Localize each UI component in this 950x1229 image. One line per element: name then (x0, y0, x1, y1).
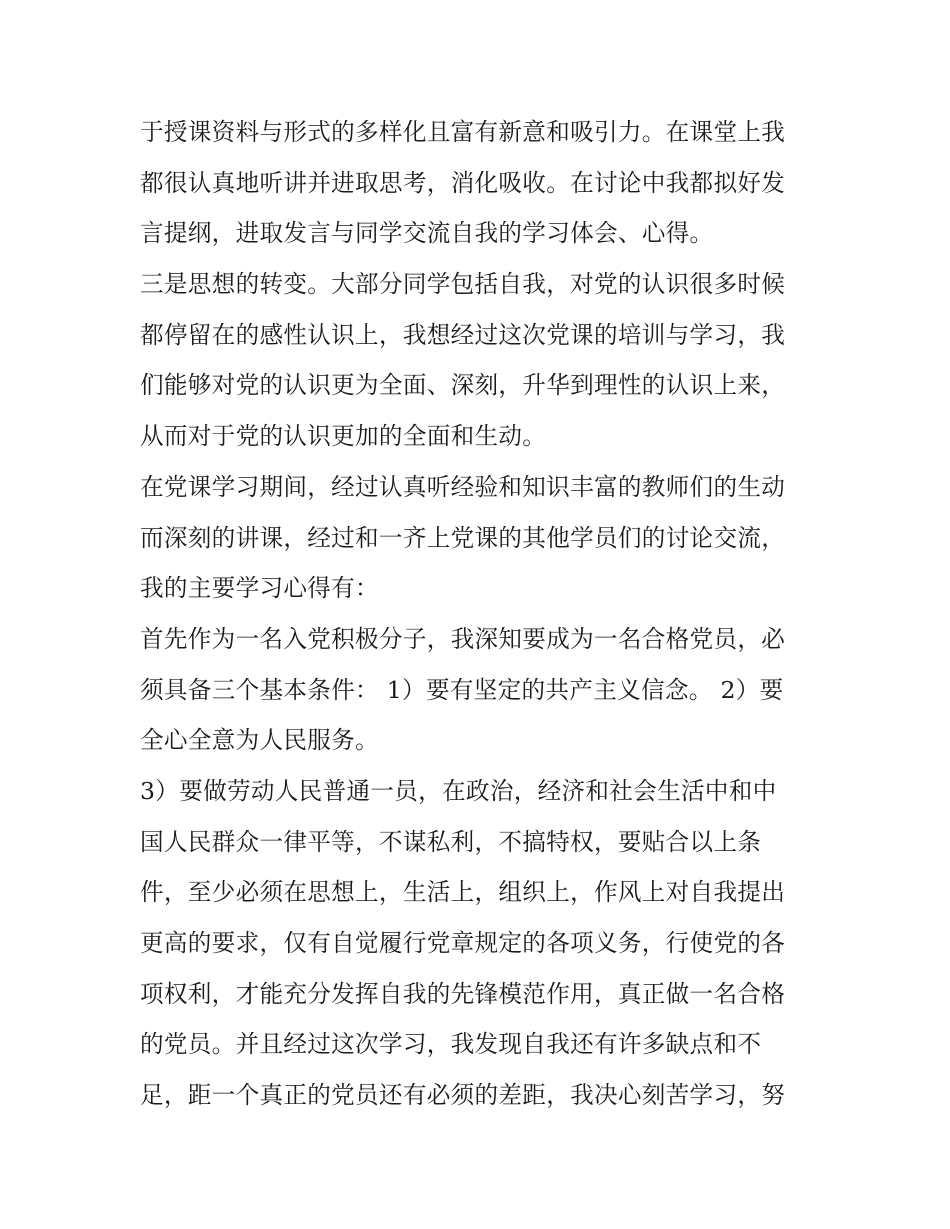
text-line: 全心全意为人民服务。 (140, 726, 379, 755)
text-line: 而深刻的讲课，经过和一齐上党课的其他学员们的讨论交流， (140, 523, 786, 552)
text-line: 足，距一个真正的党员还有必须的差距，我决心刻苦学习，努 (140, 1081, 786, 1110)
text-line: 须具备三个基本条件： 1）要有坚定的共产主义信念。 2）要 (140, 675, 784, 704)
document-body (140, 107, 812, 1121)
text-line: 们能够对党的认识更为全面、深刻，升华到理性的认识上来， (140, 371, 786, 400)
text-line: 我的主要学习心得有： (140, 574, 379, 603)
text-line: 项权利，才能充分发挥自我的先锋模范作用，真正做一名合格 (140, 979, 786, 1008)
text-line: 国人民群众一律平等，不谋私利，不搞特权，要贴合以上条 (140, 827, 762, 856)
text-line: 从而对于党的认识更加的全面和生动。 (140, 422, 547, 451)
text-line: 更高的要求，仅有自觉履行党章规定的各项义务，行使党的各 (140, 929, 786, 957)
text-line: 言提纲，进取发言与同学交流自我的学习体会、心得。 (140, 219, 714, 248)
text-line: 的党员。并且经过这次学习，我发现自我还有许多缺点和不 (140, 1030, 762, 1059)
text-line: 3）要做劳动人民普通一员，在政治，经济和社会生活中和中 (140, 776, 777, 805)
text-line: 于授课资料与形式的多样化且富有新意和吸引力。在课堂上我 (140, 118, 786, 146)
text-line: 在党课学习期间，经过认真听经验和知识丰富的教师们的生动 (140, 472, 786, 501)
text-line: 都很认真地听讲并进取思考，消化吸收。在讨论中我都拟好发 (140, 168, 786, 197)
text-line: 都停留在的感性认识上，我想经过这次党课的培训与学习，我 (140, 320, 786, 349)
text-line: 首先作为一名入党积极分子，我深知要成为一名合格党员，必 (140, 624, 786, 653)
text-line: 三是思想的转变。大部分同学包括自我，对党的认识很多时候 (140, 270, 786, 299)
text-line: 件，至少必须在思想上，生活上，组织上，作风上对自我提出 (140, 878, 786, 907)
